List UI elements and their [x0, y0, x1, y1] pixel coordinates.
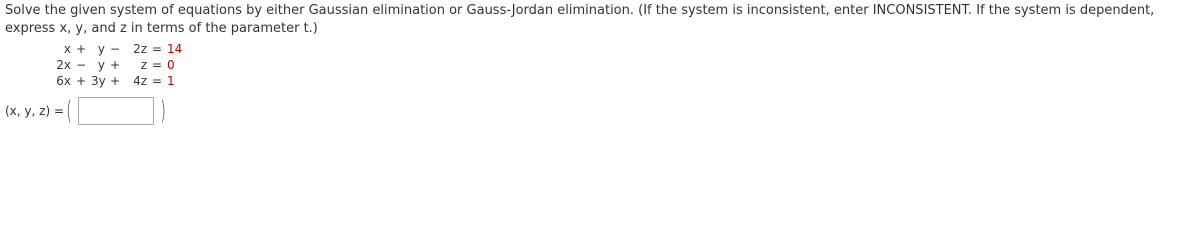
- equation-row-3: [49, 73, 182, 89]
- eq1-term-z: 2z: [133, 42, 147, 56]
- eq1-term-y: y: [97, 42, 105, 56]
- eq1-equals: =: [151, 42, 163, 56]
- eq2-equals: =: [151, 58, 163, 72]
- answer-input[interactable]: [78, 97, 154, 125]
- equation-row-2: [49, 57, 182, 73]
- close-paren: ): [160, 96, 167, 126]
- eq2-term-x: 2x: [56, 58, 71, 72]
- answer-label: (x, y, z) =: [5, 104, 64, 118]
- equation-row-1: [49, 41, 182, 57]
- eq1-operator-2: −: [109, 42, 121, 56]
- eq2-rhs: 0: [167, 58, 175, 72]
- eq2-operator-2: +: [109, 58, 121, 72]
- eq3-term-x: 6x: [56, 74, 71, 88]
- eq3-term-y: 3y: [91, 74, 106, 88]
- eq1-rhs: 14: [167, 42, 183, 56]
- eq3-equals: =: [151, 74, 163, 88]
- problem-instructions: Solve the given system of equations by either Gaussian elimination or Gauss-Jordan elimination. (If the system is inconsistent, enter INCONSISTENT. If the system is dependent, express x, y, and z in terms of the parameter t.): [5, 3, 1155, 36]
- answer-row: [5, 94, 168, 128]
- eq3-operator-2: +: [109, 74, 121, 88]
- eq1-term-x: x: [63, 42, 71, 56]
- eq1-operator-1: +: [75, 42, 87, 56]
- eq3-rhs: 1: [167, 74, 175, 88]
- eq2-term-z: z: [140, 58, 147, 72]
- eq3-term-z: 4z: [133, 74, 147, 88]
- open-paren: (: [66, 96, 72, 126]
- eq2-term-y: y: [97, 58, 105, 72]
- eq3-operator-1: +: [75, 74, 87, 88]
- equation-system: [49, 41, 182, 89]
- eq2-operator-1: −: [75, 58, 87, 72]
